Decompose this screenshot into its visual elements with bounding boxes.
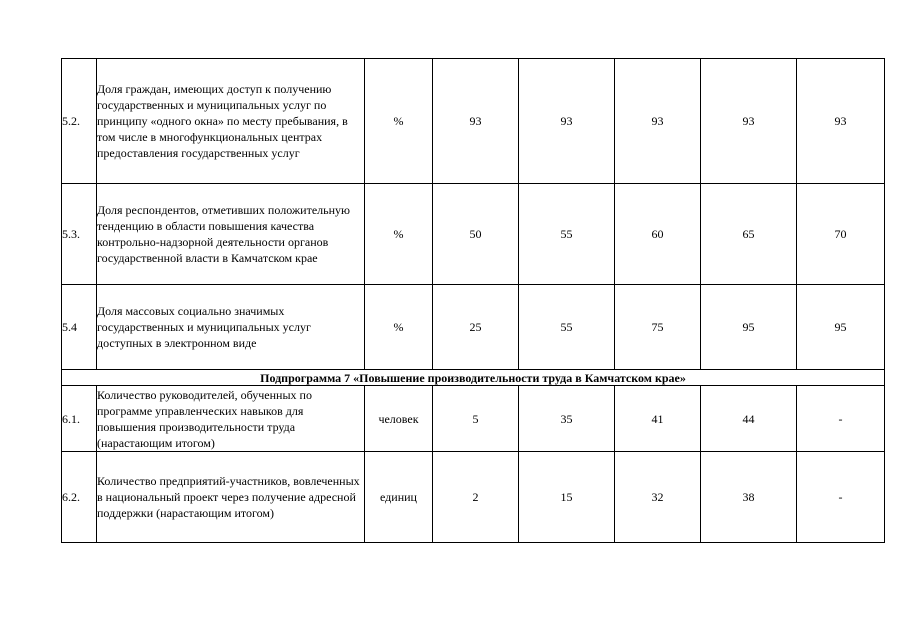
unit-cell: единиц [365,452,433,543]
value-cell: 95 [797,285,885,370]
value-cell: 5 [433,386,519,452]
table-row [62,452,885,543]
indicator-name: Количество руководителей, обученных по программе управленческих навыков для повышения производительности труда (нарастающим итогом) [97,386,365,452]
table-row [62,59,885,184]
value-cell: 25 [433,285,519,370]
value-cell: 93 [797,59,885,184]
value-cell: 38 [701,452,797,543]
indicator-name: Доля респондентов, отметивших положительную тенденцию в области повышения качества контрольно-надзорной деятельности органов государственной власти в Камчатском крае [97,184,365,285]
value-cell: 15 [519,452,615,543]
value-cell: 95 [701,285,797,370]
table-row [62,386,885,452]
value-cell: 60 [615,184,701,285]
value-cell: 2 [433,452,519,543]
value-cell: 44 [701,386,797,452]
row-number: 5.2. [62,59,97,184]
value-cell: 93 [615,59,701,184]
indicator-name: Доля массовых социально значимых государственных и муниципальных услуг доступных в электронном виде [97,285,365,370]
value-cell: 75 [615,285,701,370]
value-cell: 35 [519,386,615,452]
value-cell: 41 [615,386,701,452]
value-cell: 70 [797,184,885,285]
indicator-name: Количество предприятий-участников, вовлеченных в национальный проект через получение адресной поддержки (нарастающим итогом) [97,452,365,543]
row-number: 5.3. [62,184,97,285]
row-number: 5.4 [62,285,97,370]
indicators-table [61,58,885,543]
subprogram-title: Подпрограмма 7 «Повышение производительности труда в Камчатском крае» [62,370,885,386]
value-cell: 65 [701,184,797,285]
value-cell: 55 [519,285,615,370]
value-cell: 93 [519,59,615,184]
unit-cell: % [365,59,433,184]
row-number: 6.1. [62,386,97,452]
table-row [62,285,885,370]
value-cell: 55 [519,184,615,285]
value-cell: - [797,452,885,543]
indicator-name: Доля граждан, имеющих доступ к получению государственных и муниципальных услуг по принципу «одного окна» по месту пребывания, в том числе в многофункциональных центрах предоставления государственных услуг [97,59,365,184]
unit-cell: % [365,285,433,370]
unit-cell: человек [365,386,433,452]
value-cell: 93 [701,59,797,184]
value-cell: - [797,386,885,452]
subprogram-header-row [62,370,885,386]
value-cell: 93 [433,59,519,184]
value-cell: 50 [433,184,519,285]
table-row [62,184,885,285]
row-number: 6.2. [62,452,97,543]
unit-cell: % [365,184,433,285]
value-cell: 32 [615,452,701,543]
